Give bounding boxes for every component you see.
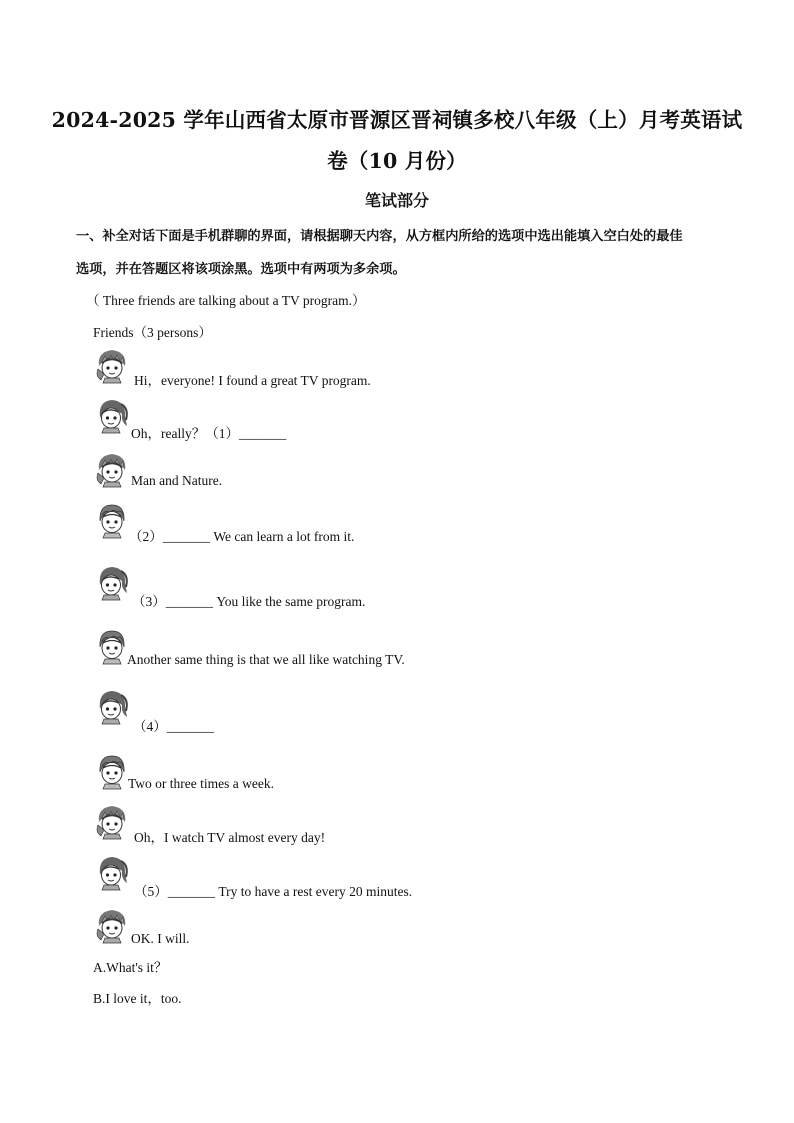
group-name: Friends（3 persons） [93, 325, 212, 340]
instruction-line-1: 一、补全对话下面是手机群聊的界面，请根据聊天内容，从方框内所给的选项中选出能填入空白处的最佳 [76, 229, 683, 244]
chat-message-text: （4）_______ [133, 719, 214, 734]
girl-avatar-icon [95, 346, 129, 384]
chat-message [95, 450, 129, 493]
option-a: A.What's it？ [93, 960, 168, 975]
girl-avatar-icon [95, 906, 129, 944]
option-b: B.I love it，too. [93, 991, 182, 1006]
instruction-line-2: 选项，并在答题区将该项涂黑。选项中有两项为多余项。 [76, 262, 406, 277]
chat-message-text: （5）_______ Try to have a rest every 20 minutes. [134, 884, 413, 899]
chat-message [95, 906, 129, 949]
girl-avatar-icon [95, 853, 129, 891]
chat-message-text: （3）_______ You like the same program. [132, 594, 366, 609]
chat-message-text: OK. I will. [131, 931, 190, 946]
chat-message [95, 853, 129, 896]
chat-message [95, 501, 129, 544]
chat-message [95, 346, 129, 389]
context-text: （ Three friends are talking about a TV program.） [86, 293, 366, 308]
chat-message [95, 627, 129, 670]
chat-message [95, 396, 129, 439]
boy-avatar-icon [95, 501, 129, 539]
chat-message-text: Oh，really？（1）_______ [131, 426, 287, 441]
girl-avatar-icon [95, 563, 129, 601]
girl-avatar-icon [95, 396, 129, 434]
chat-message-text: （2）_______ We can learn a lot from it. [129, 529, 355, 544]
boy-avatar-icon [95, 752, 129, 790]
chat-message [95, 563, 129, 606]
chat-message [95, 752, 129, 795]
girl-avatar-icon [95, 802, 129, 840]
page-title-line1: 2024-2025 学年山西省太原市晋源区晋祠镇多校八年级（上）月考英语试 [51, 108, 743, 132]
girl-avatar-icon [95, 450, 129, 488]
chat-message [95, 802, 129, 845]
girl-avatar-icon [95, 687, 129, 725]
chat-message-text: Oh，I watch TV almost every day! [134, 830, 326, 845]
chat-message-text: Two or three times a week. [128, 776, 275, 791]
chat-message-text: Man and Nature. [131, 473, 223, 488]
boy-avatar-icon [95, 627, 129, 665]
chat-message-text: Hi，everyone! I found a great TV program. [134, 373, 371, 388]
page-title-line2: 卷（10 月份） [327, 149, 467, 173]
section-heading: 笔试部分 [364, 191, 429, 210]
chat-message-text: Another same thing is that we all like watching TV. [127, 652, 405, 667]
question-instruction [76, 220, 722, 286]
chat-message [95, 687, 129, 730]
